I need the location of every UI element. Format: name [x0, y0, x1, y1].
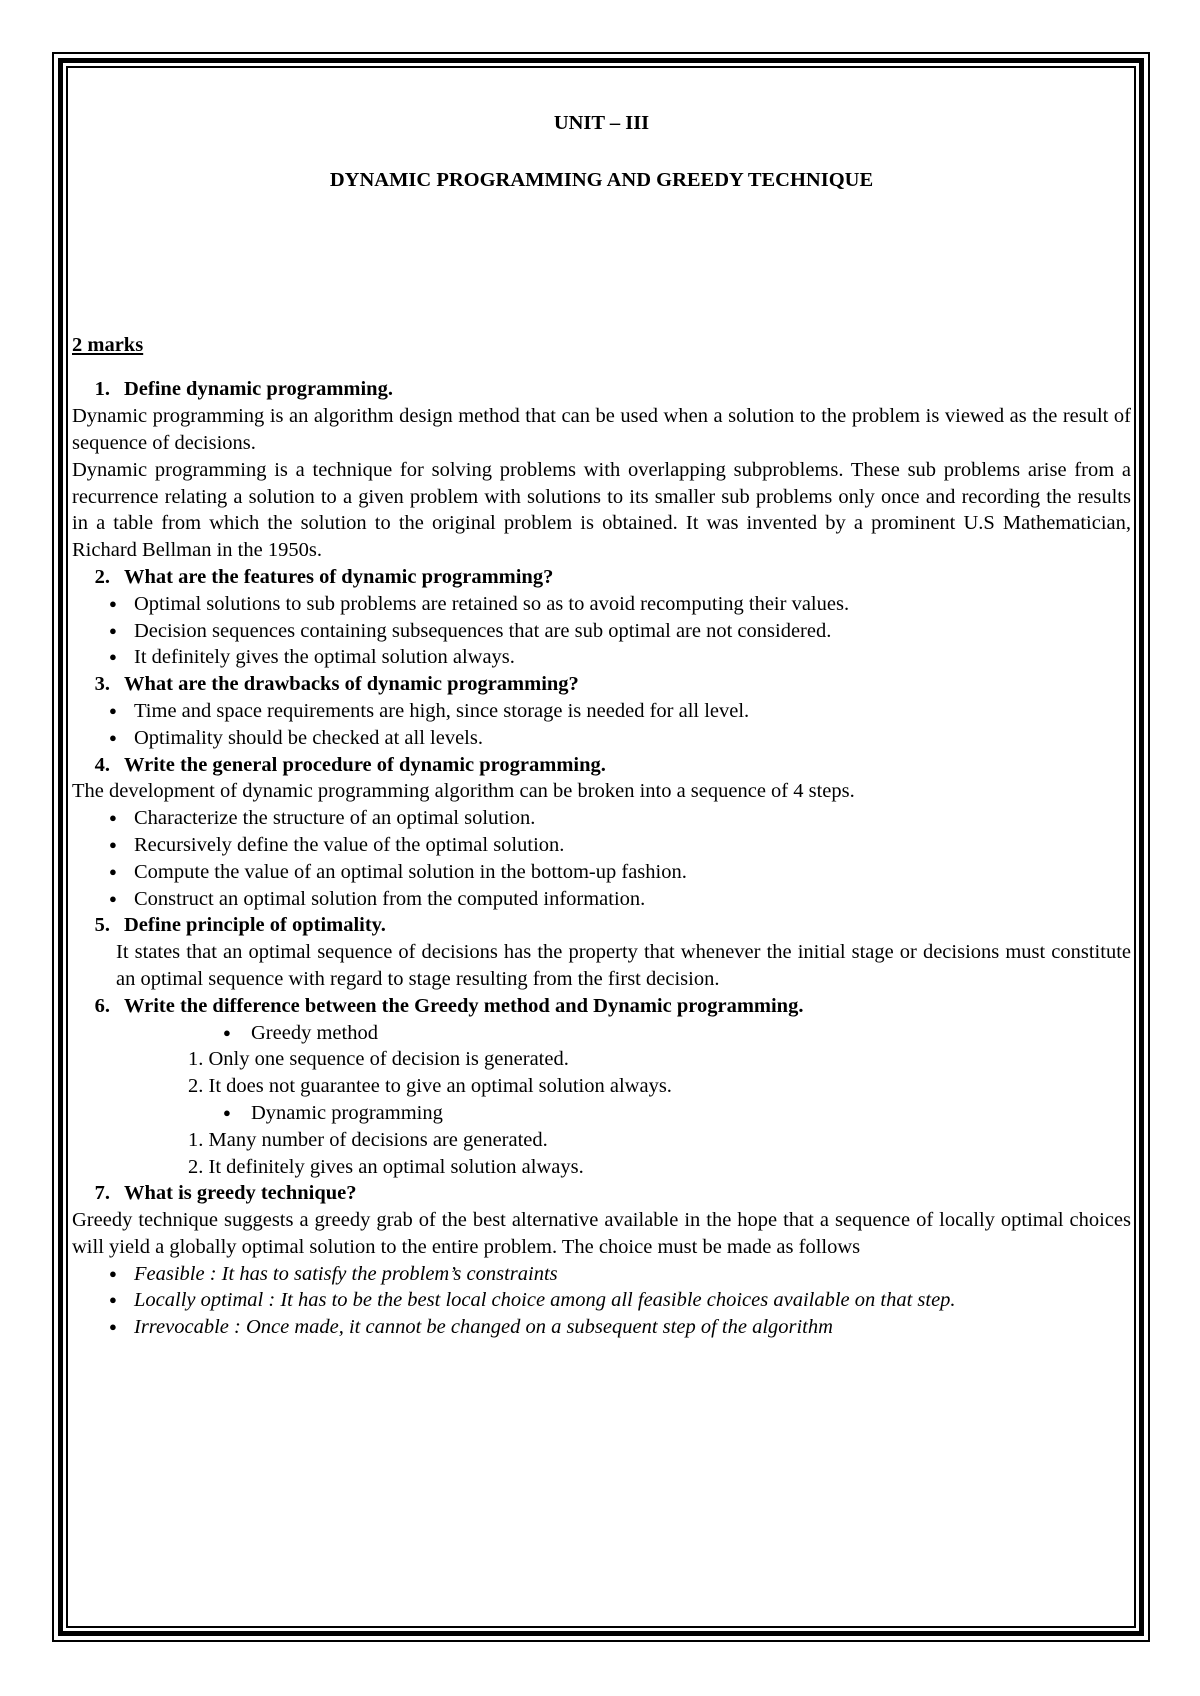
document-body [72, 110, 1131, 1341]
list-item: ● Optimality should be checked at all levels. [72, 725, 1131, 752]
answer-paragraph: Dynamic programming is an algorithm design method that can be used when a solution to the problem is viewed as the result of sequence of decisions. [72, 405, 1131, 454]
document-title: DYNAMIC PROGRAMMING AND GREEDY TECHNIQUE [329, 168, 874, 191]
question-4 [72, 752, 1131, 779]
list-item: ● Characterize the structure of an optimal solution. [72, 805, 1131, 832]
unit-heading: UNIT – III [553, 112, 650, 134]
question-3 [72, 671, 1131, 698]
question-title: What are the drawbacks of dynamic programming? [124, 673, 579, 696]
question-7 [72, 1180, 1131, 1207]
question-number: 5. [94, 914, 110, 937]
question-1 [72, 376, 1131, 403]
question-number: 2. [94, 565, 110, 588]
comparison-heading: ● Dynamic programming [72, 1100, 1131, 1127]
list-item: ● Feasible : It has to satisfy the problem’s constraints [72, 1261, 1131, 1288]
question-title: What is greedy technique? [124, 1182, 357, 1205]
list-item: ● Decision sequences containing subsequences that are sub optimal are not considered. [72, 618, 1131, 645]
list-item: ● Irrevocable : Once made, it cannot be changed on a subsequent step of the algorithm [72, 1314, 1131, 1341]
section-label: 2 marks [72, 333, 144, 356]
comparison-item: 1. Only one sequence of decision is generated. [188, 1048, 569, 1071]
question-title: Define dynamic programming. [124, 378, 393, 401]
question-title: Write the difference between the Greedy method and Dynamic programming. [124, 994, 804, 1017]
bullet-list [72, 698, 1131, 752]
question-6 [72, 993, 1131, 1020]
bullet-list [72, 591, 1131, 671]
question-2 [72, 564, 1131, 591]
list-item: ● Time and space requirements are high, since storage is needed for all level. [72, 698, 1131, 725]
comparison-item: 1. Many number of decisions are generated. [188, 1128, 548, 1151]
question-number: 3. [94, 673, 110, 696]
list-item: ● Optimal solutions to sub problems are retained so as to avoid recomputing their values. [72, 591, 1131, 618]
answer-paragraph: Greedy technique suggests a greedy grab of the best alternative available in the hope that a sequence of locally optimal choices will yield a globally optimal solution to the entire problem. The choice must be made as follows [72, 1209, 1131, 1258]
question-number: 4. [94, 753, 110, 776]
list-item: ● Recursively define the value of the optimal solution. [72, 832, 1131, 859]
question-number: 7. [94, 1182, 110, 1205]
list-item: ● Compute the value of an optimal solution in the bottom-up fashion. [72, 859, 1131, 886]
question-title: Write the general procedure of dynamic programming. [124, 753, 606, 776]
question-5 [72, 912, 1131, 939]
list-item: ● It definitely gives the optimal solution always. [72, 644, 1131, 671]
comparison-item: 2. It definitely gives an optimal solution always. [188, 1155, 584, 1178]
bullet-list [72, 1261, 1131, 1341]
answer-paragraph: The development of dynamic programming algorithm can be broken into a sequence of 4 steps. [72, 780, 855, 803]
question-number: 1. [94, 378, 110, 401]
answer-paragraph: Dynamic programming is a technique for solving problems with overlapping subproblems. These sub problems arise from a recurrence relating a solution to a given problem with solutions to its smaller sub problems only once and recording the results in a table from which the solution to the original problem is obtained. It was invented by a prominent U.S Mathematician, Richard Bellman in the 1950s. [72, 458, 1131, 562]
bullet-list [72, 805, 1131, 912]
comparison-item: 2. It does not guarantee to give an optimal solution always. [188, 1075, 672, 1098]
comparison-heading: ● Greedy method [72, 1020, 1131, 1047]
question-title: Define principle of optimality. [124, 914, 386, 937]
answer-paragraph: It states that an optimal sequence of decisions has the property that whenever the initial stage or decisions must constitute an optimal sequence with regard to stage resulting from the first decision. [116, 941, 1131, 990]
question-title: What are the features of dynamic programming? [124, 565, 554, 588]
list-item: ● Construct an optimal solution from the computed information. [72, 886, 1131, 913]
question-number: 6. [94, 994, 110, 1017]
list-item: ● Locally optimal : It has to be the best local choice among all feasible choices available on that step. [72, 1287, 1131, 1314]
